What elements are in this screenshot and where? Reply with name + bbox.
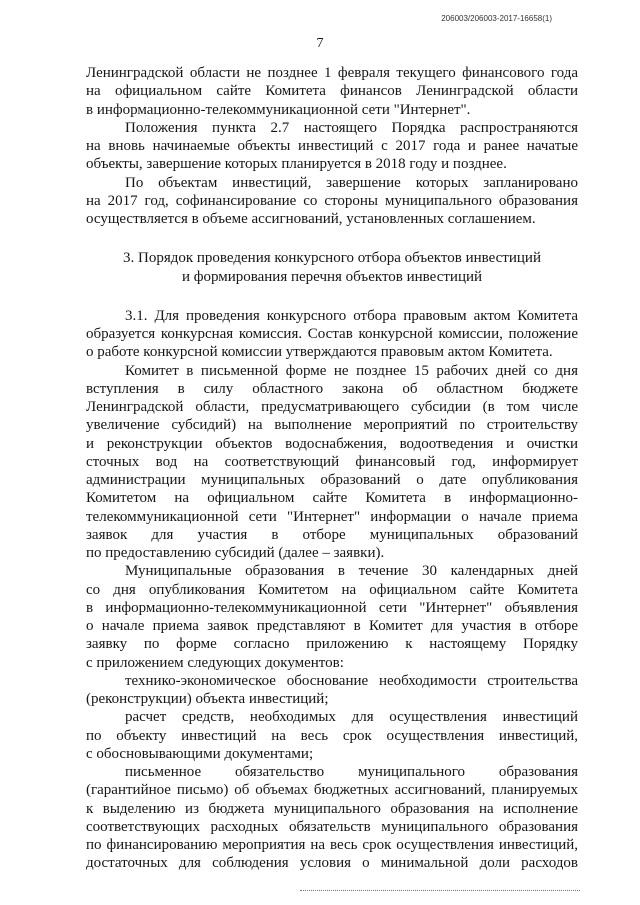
text-line: о работе конкурсной комиссии утверждаются правовым актом Комитета. xyxy=(86,344,553,361)
paragraph xyxy=(86,64,578,119)
text-line: Ленинградской области, предусматривающего субсидии (в том числе xyxy=(86,399,578,415)
text-line: со дня опубликования Комитетом на официальном сайте Комитета xyxy=(86,581,578,598)
text-line: письменное обязательство муниципального образования xyxy=(125,764,578,780)
paragraph xyxy=(86,119,578,174)
document-body xyxy=(86,64,578,873)
text-line: администрации муниципальных образований о дате опубликования xyxy=(86,472,578,488)
text-line: Комитетом на официальном сайте Комитета в информационно- xyxy=(86,490,578,507)
text-line: Комитет в письменной форме не позднее 15 рабочих дней со дня xyxy=(125,362,578,379)
text-line: достаточных для соблюдения условия о минимальной доли расходов xyxy=(86,855,578,872)
page-number: 7 xyxy=(316,36,324,51)
text-line: с обосновывающими документами; xyxy=(86,745,314,762)
text-line: Ленинградской области не позднее 1 февраля текущего финансового года xyxy=(86,65,578,81)
text-line: Положения пункта 2.7 настоящего Порядка распространяются xyxy=(125,119,578,136)
text-line: на вновь начинаемые объекты инвестиций с 2017 года и ранее начатые xyxy=(86,138,578,154)
text-line: 3. Порядок проведения конкурсного отбора объектов инвестиций xyxy=(123,250,541,267)
text-line: осуществляется в объеме ассигнований, установленных соглашением. xyxy=(86,211,536,227)
text-line: на официальном сайте Комитета финансов Ленинградской области xyxy=(86,83,578,100)
text-line: заявку по форме согласно приложению к настоящему Порядку xyxy=(86,636,578,653)
text-line: Муниципальные образования в течение 30 календарных дней xyxy=(125,563,578,580)
text-line: по финансированию мероприятия на весь срок осуществления инвестиций, xyxy=(86,837,578,853)
text-line: по объекту инвестиций на весь срок осуществления инвестиций, xyxy=(86,727,578,744)
text-line: в информационно-телекоммуникационной сети "Интернет". xyxy=(86,101,471,118)
paragraph xyxy=(86,763,578,873)
paragraph xyxy=(86,672,578,709)
paragraph xyxy=(86,307,578,362)
text-line: к выделению из бюджета муниципального образования на исполнение xyxy=(86,800,578,817)
text-line: 3.1. Для проведения конкурсного отбора правовым актом Комитета xyxy=(125,307,578,324)
text-line: по предоставлению субсидий (далее – заявки). xyxy=(86,545,385,561)
text-line: соответствующих расходных обязательств муниципального образования xyxy=(86,818,578,835)
text-line: технико-экономическое обоснование необходимости строительства xyxy=(125,672,578,689)
text-line: телекоммуникационной сети "Интернет" информации о начале приема xyxy=(86,508,578,525)
text-line: (гарантийное письмо) об объемах бюджетных ассигнований, планируемых xyxy=(86,782,578,799)
text-line: сточных вод на соответствующий финансовый год, информирует xyxy=(86,453,578,470)
text-line: увеличение субсидий) на выполнение мероприятий по строительству xyxy=(86,417,578,434)
paragraph xyxy=(86,362,578,563)
footer-dotted-line xyxy=(300,890,580,891)
text-line: о начале приема заявок представляют в Комитет для участия в отборе xyxy=(86,618,578,634)
paragraph xyxy=(86,708,578,763)
text-line: вступления в силу областного закона об областном бюджете xyxy=(86,380,578,397)
text-line: По объектам инвестиций, завершение которых запланировано xyxy=(125,174,578,191)
text-line: в информационно-телекоммуникационной сети "Интернет" объявления xyxy=(86,599,578,616)
paragraph xyxy=(86,562,578,672)
text-line: и реконструкции объектов водоснабжения, водоотведения и очистки xyxy=(86,435,578,452)
paragraph xyxy=(86,174,578,229)
document-id: 206003/206003-2017-16658(1) xyxy=(441,14,552,23)
text-line: объекты, завершение которых планируется в 2018 году и позднее. xyxy=(86,156,507,173)
text-line: (реконструкции) объекта инвестиций; xyxy=(86,691,329,707)
text-line: заявок для участия в отборе муниципальных образований xyxy=(86,526,578,543)
text-line: на 2017 год, софинансирование со стороны муниципального образования xyxy=(86,192,578,209)
section-heading xyxy=(86,249,578,286)
text-line: расчет средств, необходимых для осуществления инвестиций xyxy=(125,709,578,726)
text-line: образуется конкурсная комиссия. Состав конкурсной комиссии, положение xyxy=(86,326,578,342)
text-line: и формирования перечня объектов инвестиций xyxy=(181,268,483,285)
text-line: с приложением следующих документов: xyxy=(86,654,344,671)
